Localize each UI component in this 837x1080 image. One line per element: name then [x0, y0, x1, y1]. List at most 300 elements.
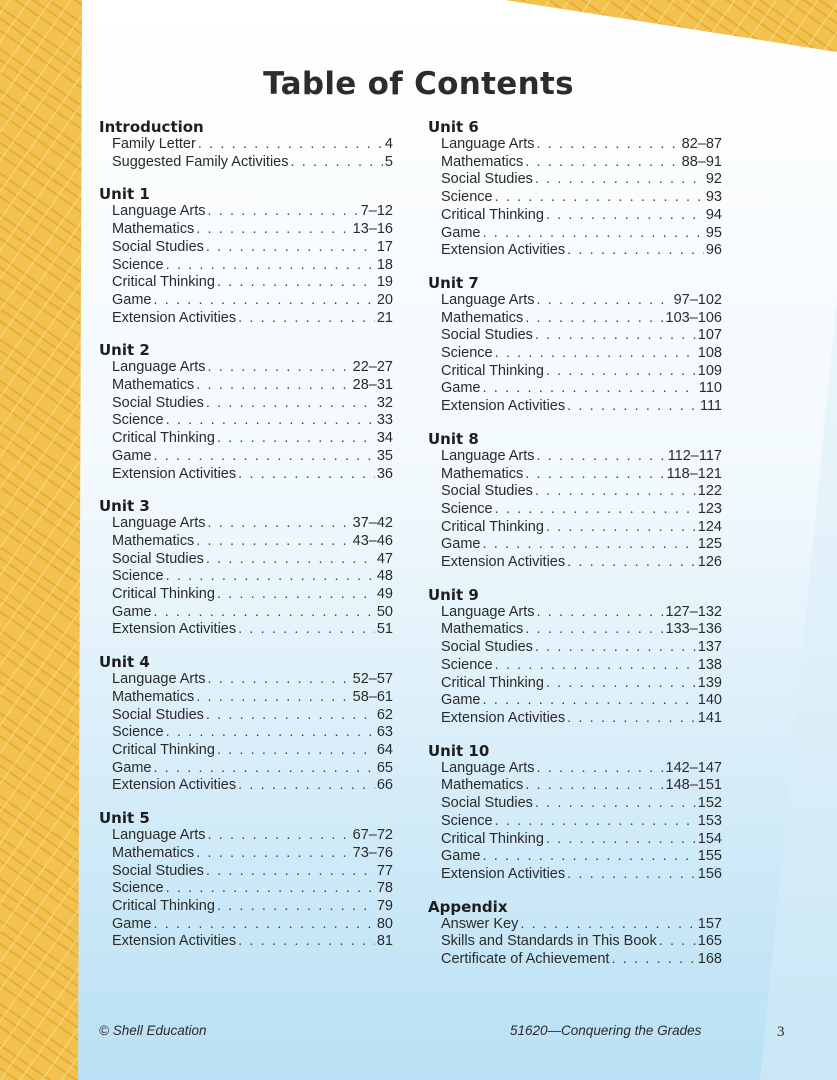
section-heading: Unit 3 [99, 497, 150, 516]
entry-label: Extension Activities [441, 554, 566, 571]
toc-entry [441, 710, 722, 728]
toc-entry [441, 207, 722, 225]
toc-entry [112, 377, 393, 395]
toc-entry [441, 327, 722, 345]
entry-label: Social Studies [441, 171, 533, 188]
dot-leader [166, 880, 375, 898]
toc-entry [441, 760, 722, 778]
dot-leader [483, 225, 704, 243]
entry-page: 19 [376, 274, 393, 291]
toc-entry [112, 586, 393, 604]
entry-page: 92 [705, 171, 722, 188]
toc-entry [112, 689, 393, 707]
toc-entry [112, 916, 393, 934]
toc-entry [441, 604, 722, 622]
entry-page: 22–27 [352, 359, 393, 376]
dot-leader [546, 519, 696, 537]
entry-label: Social Studies [441, 483, 533, 500]
entry-page: 152 [697, 795, 722, 812]
dot-leader [217, 898, 375, 916]
dot-leader [546, 675, 696, 693]
entry-label: Critical Thinking [441, 830, 544, 847]
toc-section [99, 118, 393, 171]
page-number: 3 [777, 1024, 785, 1040]
section-heading: Unit 2 [99, 341, 150, 360]
dot-leader [611, 951, 695, 969]
entry-page: 58–61 [352, 688, 393, 705]
dot-leader [483, 536, 696, 554]
dot-leader [206, 707, 375, 725]
dot-leader [537, 760, 664, 778]
toc-section [428, 586, 722, 728]
entry-page: 139 [697, 674, 722, 691]
entry-page: 154 [697, 830, 722, 847]
entry-label: Critical Thinking [112, 586, 215, 603]
entry-page: 107 [697, 327, 722, 344]
entry-page: 124 [697, 518, 722, 535]
entry-label: Language Arts [441, 759, 535, 776]
dot-leader [535, 171, 704, 189]
entry-label: Social Studies [441, 639, 533, 656]
dot-leader [525, 466, 664, 484]
entry-page: 153 [697, 812, 722, 829]
toc-entry [112, 136, 393, 154]
entry-label: Critical Thinking [112, 274, 215, 291]
toc-entry [441, 292, 722, 310]
entry-label: Family Letter [112, 136, 196, 152]
entry-label: Language Arts [112, 203, 206, 220]
toc-section [428, 274, 722, 416]
dot-leader [495, 813, 696, 831]
entry-label: Science [112, 880, 164, 897]
entry-label: Game [441, 536, 481, 553]
toc-entry [112, 898, 393, 916]
dot-leader [166, 412, 375, 430]
entry-label: Mathematics [441, 153, 524, 170]
entry-label: Science [112, 412, 164, 429]
toc-entry [112, 621, 393, 639]
toc-entry [112, 310, 393, 328]
toc-entry [441, 639, 722, 657]
dot-leader [154, 916, 375, 934]
toc-entry [112, 671, 393, 689]
toc-entry [441, 171, 722, 189]
dot-leader [206, 551, 375, 569]
toc-entry [112, 845, 393, 863]
toc-section [428, 118, 722, 260]
toc-entry [441, 398, 722, 416]
entry-page: 138 [697, 656, 722, 673]
entry-label: Mathematics [112, 844, 195, 861]
dot-leader [483, 380, 697, 398]
toc-entry [112, 863, 393, 881]
toc-entry [441, 242, 722, 260]
entry-label: Extension Activities [112, 933, 237, 950]
entry-page: 148–151 [665, 777, 722, 794]
entry-label: Language Arts [441, 603, 535, 620]
dot-leader [567, 710, 696, 728]
entry-label: Science [441, 189, 493, 206]
entry-page: 35 [376, 447, 393, 464]
entry-label: Game [441, 692, 481, 709]
toc-section [99, 341, 393, 483]
entry-page: 168 [697, 951, 722, 968]
entry-page: 141 [697, 709, 722, 726]
entry-label: Extension Activities [112, 777, 237, 794]
dot-leader [525, 621, 663, 639]
dot-leader [217, 274, 375, 292]
toc-entry [441, 916, 722, 934]
toc-entry [441, 136, 722, 154]
toc-entry [441, 380, 722, 398]
dot-leader [198, 136, 383, 154]
entry-label: Science [112, 568, 164, 585]
dot-leader [537, 448, 666, 466]
dot-leader [238, 621, 375, 639]
toc-entry [441, 831, 722, 849]
section-heading: Unit 9 [428, 585, 479, 604]
entry-label: Extension Activities [441, 242, 566, 259]
toc-entry [441, 813, 722, 831]
entry-label: Mathematics [112, 688, 195, 705]
dot-leader [166, 568, 375, 586]
entry-page: 4 [384, 136, 393, 152]
toc-entry [441, 225, 722, 243]
entry-page: 93 [705, 189, 722, 206]
footer-copyright: © Shell Education [99, 1023, 207, 1038]
toc-entry [441, 466, 722, 484]
dot-leader [217, 430, 375, 448]
entry-page: 50 [376, 603, 393, 620]
dot-leader [154, 448, 375, 466]
toc-entry [441, 554, 722, 572]
toc-section [99, 809, 393, 951]
toc-entry [441, 657, 722, 675]
entry-page: 52–57 [352, 671, 393, 688]
entry-label: Game [112, 603, 152, 620]
entry-page: 112–117 [667, 447, 722, 464]
entry-page: 51 [376, 621, 393, 638]
toc-entry [112, 568, 393, 586]
dot-leader [546, 207, 704, 225]
toc-section [428, 898, 722, 969]
entry-label: Social Studies [112, 862, 204, 879]
entry-page: 34 [376, 430, 393, 447]
toc-section [428, 742, 722, 884]
dot-leader [154, 292, 375, 310]
entry-page: 73–76 [352, 844, 393, 861]
section-heading: Unit 8 [428, 429, 479, 448]
entry-label: Mathematics [441, 309, 524, 326]
toc-section [99, 653, 393, 795]
entry-label: Science [441, 656, 493, 673]
toc-entry [112, 777, 393, 795]
entry-page: 156 [697, 865, 722, 882]
entry-page: 13–16 [352, 221, 393, 238]
dot-leader [166, 724, 375, 742]
section-heading: Unit 7 [428, 273, 479, 292]
toc-entry [441, 675, 722, 693]
dot-leader [546, 831, 696, 849]
toc-entry [112, 448, 393, 466]
dot-leader [537, 136, 680, 154]
dot-leader [495, 657, 696, 675]
entry-label: Game [441, 380, 481, 397]
entry-page: 82–87 [681, 136, 722, 152]
entry-label: Game [112, 915, 152, 932]
dot-leader [208, 827, 351, 845]
entry-page: 127–132 [665, 603, 722, 620]
toc-entry [441, 933, 722, 951]
entry-label: Critical Thinking [441, 518, 544, 535]
entry-label: Game [441, 848, 481, 865]
entry-page: 126 [697, 554, 722, 571]
entry-label: Certificate of Achievement [441, 951, 610, 968]
entry-page: 48 [376, 568, 393, 585]
entry-page: 95 [705, 224, 722, 241]
dot-leader [483, 848, 696, 866]
entry-page: 36 [376, 465, 393, 482]
toc-entry [441, 621, 722, 639]
entry-page: 62 [376, 706, 393, 723]
entry-label: Extension Activities [441, 709, 566, 726]
dot-leader [154, 760, 375, 778]
toc-section [99, 185, 393, 327]
section-heading: Unit 6 [428, 118, 479, 136]
dot-leader [166, 257, 375, 275]
entry-page: 7–12 [360, 203, 393, 220]
entry-page: 33 [376, 412, 393, 429]
entry-label: Language Arts [441, 291, 535, 308]
toc-entry [112, 707, 393, 725]
entry-page: 111 [699, 398, 722, 415]
entry-label: Game [112, 291, 152, 308]
toc-entry [112, 760, 393, 778]
toc-left-column [99, 118, 393, 965]
footer-book-title: 51620—Conquering the Grades [510, 1023, 702, 1038]
entry-page: 109 [697, 362, 722, 379]
dot-leader [535, 483, 696, 501]
dot-leader [495, 189, 704, 207]
toc-entry [441, 951, 722, 969]
entry-label: Social Studies [112, 238, 204, 255]
entry-page: 20 [376, 291, 393, 308]
entry-page: 81 [376, 933, 393, 950]
dot-leader [196, 689, 350, 707]
toc-entry [441, 692, 722, 710]
toc-entry [112, 827, 393, 845]
entry-label: Mathematics [112, 221, 195, 238]
dot-leader [535, 639, 696, 657]
entry-page: 133–136 [665, 621, 722, 638]
entry-page: 94 [705, 206, 722, 223]
toc-entry [112, 359, 393, 377]
entry-label: Skills and Standards in This Book [441, 933, 657, 950]
dot-leader [567, 242, 704, 260]
dot-leader [208, 671, 351, 689]
dot-leader [206, 239, 375, 257]
entry-label: Language Arts [112, 827, 206, 844]
entry-page: 18 [376, 256, 393, 273]
entry-label: Language Arts [112, 671, 206, 688]
entry-page: 97–102 [673, 291, 722, 308]
dot-leader [206, 395, 375, 413]
toc-entry [441, 189, 722, 207]
entry-page: 142–147 [665, 759, 722, 776]
section-heading: Appendix [428, 897, 508, 916]
entry-page: 103–106 [665, 309, 722, 326]
toc-entry [112, 724, 393, 742]
toc-entry [112, 880, 393, 898]
page-title: Table of Contents [263, 66, 574, 102]
toc-entry [112, 933, 393, 951]
dot-leader [238, 466, 375, 484]
entry-page: 63 [376, 724, 393, 741]
entry-label: Mathematics [112, 532, 195, 549]
entry-page: 43–46 [352, 532, 393, 549]
section-heading: Introduction [99, 118, 204, 136]
section-heading: Unit 5 [99, 809, 150, 828]
entry-page: 49 [376, 586, 393, 603]
dot-leader [238, 310, 375, 328]
dot-leader [525, 154, 679, 172]
dot-leader [567, 398, 698, 416]
entry-page: 110 [698, 380, 722, 397]
toc-entry [441, 519, 722, 537]
entry-page: 80 [376, 915, 393, 932]
entry-label: Answer Key [441, 915, 519, 932]
toc-entry [441, 363, 722, 381]
dot-leader [154, 604, 375, 622]
toc-entry [441, 345, 722, 363]
entry-page: 118–121 [666, 465, 722, 482]
toc-entry [441, 483, 722, 501]
entry-label: Language Arts [441, 447, 535, 464]
toc-entry [112, 604, 393, 622]
entry-page: 137 [697, 639, 722, 656]
entry-label: Social Studies [112, 550, 204, 567]
section-heading: Unit 10 [428, 741, 490, 760]
section-heading: Unit 4 [99, 653, 150, 672]
dot-leader [196, 377, 350, 395]
entry-page: 88–91 [681, 153, 722, 170]
entry-label: Science [112, 724, 164, 741]
dot-leader [537, 604, 664, 622]
entry-label: Extension Activities [441, 398, 566, 415]
toc-entry [441, 536, 722, 554]
entry-label: Social Studies [112, 394, 204, 411]
entry-label: Social Studies [441, 795, 533, 812]
entry-page: 108 [697, 345, 722, 362]
entry-page: 67–72 [352, 827, 393, 844]
entry-label: Social Studies [441, 327, 533, 344]
dot-leader [196, 533, 350, 551]
toc-section [99, 497, 393, 639]
entry-page: 125 [697, 536, 722, 553]
toc-entry [112, 257, 393, 275]
entry-page: 5 [384, 153, 393, 170]
entry-label: Critical Thinking [441, 674, 544, 691]
entry-label: Suggested Family Activities [112, 153, 289, 170]
dot-leader [238, 933, 375, 951]
toc-entry [112, 533, 393, 551]
toc-entry [112, 203, 393, 221]
toc-entry [441, 501, 722, 519]
entry-page: 66 [376, 777, 393, 794]
entry-label: Critical Thinking [441, 362, 544, 379]
dot-leader [495, 345, 696, 363]
entry-page: 77 [376, 862, 393, 879]
entry-label: Science [441, 500, 493, 517]
entry-page: 122 [697, 483, 722, 500]
entry-page: 17 [376, 238, 393, 255]
dot-leader [546, 363, 696, 381]
toc-entry [112, 742, 393, 760]
dot-leader [206, 863, 375, 881]
entry-label: Extension Activities [112, 621, 237, 638]
toc-entry [441, 848, 722, 866]
entry-page: 157 [697, 915, 722, 932]
dot-leader [520, 916, 695, 934]
dot-leader [535, 327, 696, 345]
dot-leader [208, 203, 359, 221]
entry-label: Mathematics [441, 777, 524, 794]
entry-page: 32 [376, 394, 393, 411]
entry-label: Game [112, 447, 152, 464]
toc-entry [441, 795, 722, 813]
toc-section [428, 430, 722, 572]
dot-leader [483, 692, 696, 710]
entry-page: 21 [376, 309, 393, 326]
entry-label: Language Arts [112, 359, 206, 376]
dot-leader [567, 554, 696, 572]
toc-entry [112, 274, 393, 292]
entry-label: Science [441, 345, 493, 362]
toc-entry [112, 430, 393, 448]
dot-leader [495, 501, 696, 519]
entry-page: 155 [697, 848, 722, 865]
toc-entry [112, 395, 393, 413]
entry-label: Science [112, 256, 164, 273]
toc-entry [112, 412, 393, 430]
dot-leader [208, 359, 351, 377]
entry-label: Critical Thinking [112, 741, 215, 758]
entry-label: Extension Activities [112, 465, 237, 482]
dot-leader [217, 586, 375, 604]
dot-leader [567, 866, 696, 884]
entry-page: 79 [376, 897, 393, 914]
entry-label: Mathematics [441, 621, 524, 638]
entry-label: Language Arts [112, 515, 206, 532]
entry-page: 64 [376, 741, 393, 758]
toc-right-column [428, 118, 722, 983]
entry-label: Critical Thinking [441, 206, 544, 223]
entry-page: 78 [376, 880, 393, 897]
toc-entry [112, 515, 393, 533]
toc-entry [112, 239, 393, 257]
entry-label: Mathematics [112, 377, 195, 394]
dot-leader [525, 777, 663, 795]
entry-label: Extension Activities [441, 865, 566, 882]
entry-label: Critical Thinking [112, 897, 215, 914]
dot-leader [196, 221, 350, 239]
entry-page: 140 [697, 692, 722, 709]
entry-page: 65 [376, 759, 393, 776]
entry-label: Extension Activities [112, 309, 237, 326]
toc-entry [112, 292, 393, 310]
dot-leader [525, 310, 663, 328]
entry-page: 28–31 [352, 377, 393, 394]
